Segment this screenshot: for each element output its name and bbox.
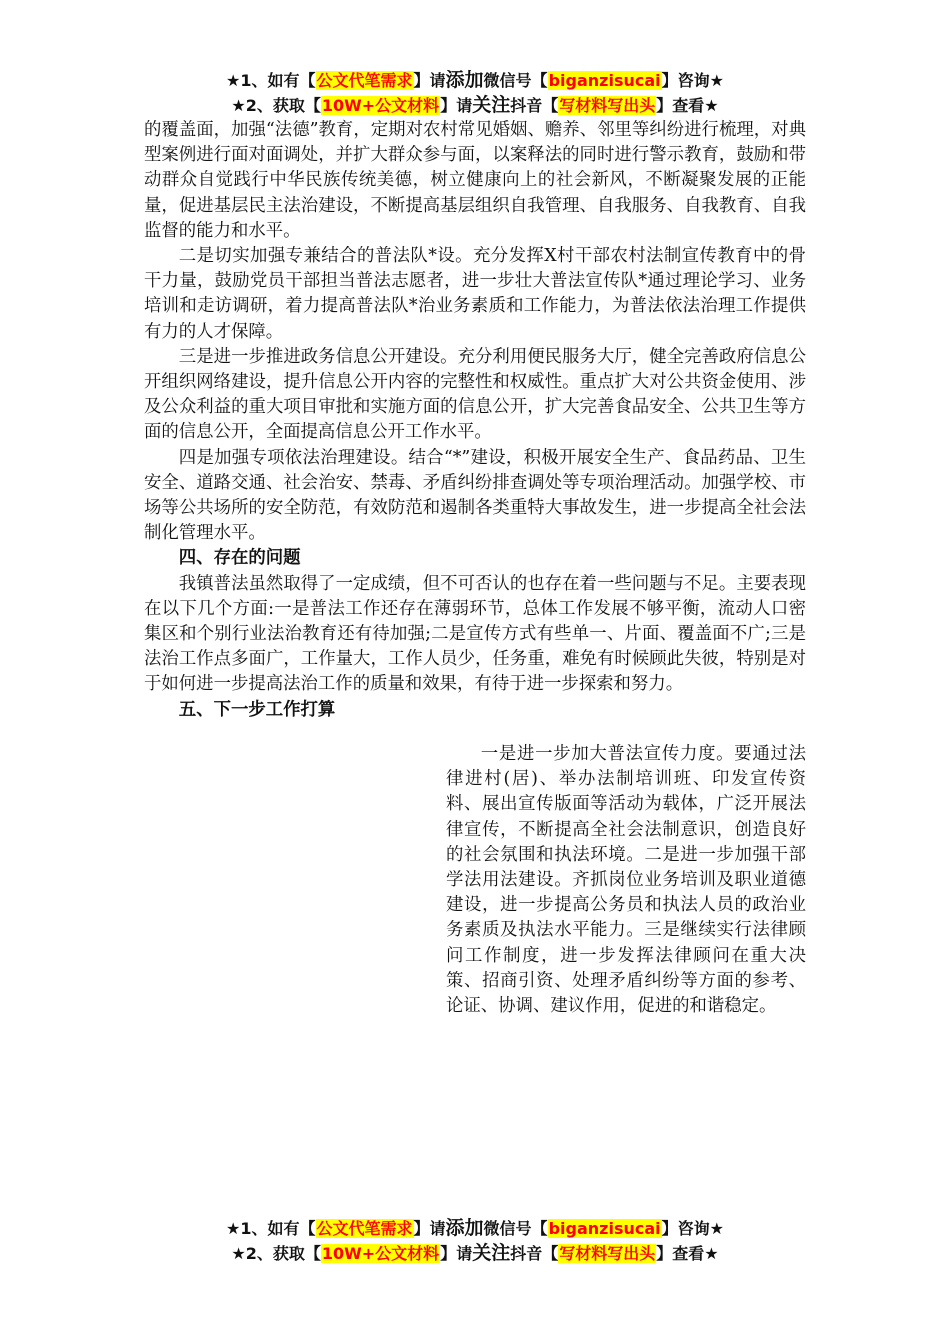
paragraph-problems: 我镇普法虽然取得了一定成绩，但不可否认的也存在着一些问题与不足。主要表现在以下几个方面:一是普法工作还存在薄弱环节，总体工作发展不够平衡，流动人口密集区和个别行业法治教育还有待加强;二是宣传方式有些单一、片面、覆盖面不广;三是法治工作点多面广，工作量大，工作人员少，任务重，难免有时候顾此失彼，特别是对于如何进一步提高法治工作的质量和效果，有待于进一步探索和努力。 xyxy=(144,573,806,695)
paragraph-2: 二是切实加强专兼结合的普法队*设。充分发挥X村干部农村法制宣传教育中的骨干力量，鼓励党员干部担当普法志愿者，进一步壮大普法宣传队*通过理论学习、业务培训和走访调研，着力提高普法队*治业务素质和工作能力，为普法依法治理工作提供有力的人才保障。 xyxy=(144,246,806,342)
banner-text: 】查看★ xyxy=(656,1244,719,1263)
banner-text: 】请 xyxy=(413,1219,446,1238)
banner-text: ★1、如有【 xyxy=(226,71,316,90)
banner-text: 】咨询★ xyxy=(661,71,724,90)
banner-text: 】请 xyxy=(440,1244,473,1263)
banner-text: ★2、获取【 xyxy=(231,96,321,115)
banner-highlight: 公文代笔需求 xyxy=(316,1219,413,1238)
paragraph-3: 三是进一步推进政务信息公开建设。充分利用便民服务大厅，健全完善政府信息公开组织网络建设，提升信息公开内容的完整性和权威性。重点扩大对公共资金使用、涉及公众利益的重大项目审批和实施方面的信息公开，扩大完善食品安全、公共卫生等方面的信息公开，全面提高信息公开工作水平。 xyxy=(144,346,806,443)
banner-text: 】请 xyxy=(413,71,446,90)
header-banner xyxy=(0,68,950,118)
banner-emphasis: 添加 xyxy=(445,69,484,91)
banner-text: 】请 xyxy=(440,96,473,115)
banner-highlight: 10W+公文材料 xyxy=(321,1244,440,1263)
banner-highlight: biganzisucai xyxy=(548,1219,661,1238)
banner-highlight: 写材料写出头 xyxy=(559,96,656,115)
banner-emphasis: 关注 xyxy=(472,94,511,116)
banner-highlight: 写材料写出头 xyxy=(559,1244,656,1263)
banner-line-2 xyxy=(0,1241,950,1266)
banner-text: 微信号【 xyxy=(483,71,548,90)
banner-highlight: 10W+公文材料 xyxy=(321,96,440,115)
banner-text: ★1、如有【 xyxy=(226,1219,316,1238)
banner-line-1 xyxy=(0,1216,950,1241)
banner-text: 】查看★ xyxy=(656,96,719,115)
next-steps-text-block xyxy=(446,742,806,1019)
banner-line-1 xyxy=(0,68,950,93)
banner-emphasis: 关注 xyxy=(472,1242,511,1264)
banner-text: 抖音【 xyxy=(510,96,559,115)
paragraph-4: 四是加强专项依法治理建设。结合“*”建设，积极开展安全生产、食品药品、卫生安全、道路交通、社会治安、禁毒、矛盾纠纷排查调处等专项治理活动。加强学校、市场等公共场所的安全防范，有效防范和遏制各类重特大事故发生，进一步提高全社会法制化管理水平。 xyxy=(144,447,806,544)
banner-emphasis: 添加 xyxy=(445,1217,484,1239)
banner-text: 】咨询★ xyxy=(661,1219,724,1238)
banner-highlight: biganzisucai xyxy=(548,71,661,90)
paragraph-continuation: 的覆盖面，加强“法德”教育，定期对农村常见婚姻、赡养、邻里等纠纷进行梳理，对典型案例进行面对面调处，并扩大群众参与面，以案释法的同时进行警示教育，鼓励和带动群众自觉践行中华民族传统美德，树立健康向上的社会新风，不断凝聚发展的正能量，促进基层民主法治建设，不断提高基层组织自我管理、自我服务、自我教育、自我监督的能力和水平。 xyxy=(144,120,806,241)
section-heading-next-steps: 五、下一步工作打算 xyxy=(178,699,336,720)
banner-text: ★2、获取【 xyxy=(231,1244,321,1263)
section-heading-problems: 四、存在的问题 xyxy=(178,548,301,569)
document-body xyxy=(144,118,806,723)
paragraph-next-steps: 一是进一步加大普法宣传力度。要通过法律进村(居)、举办法制培训班、印发宣传资料、展出宣传版面等活动为载体，广泛开展法律宣传，不断提高全社会法制意识，创造良好的社会氛围和执法环境。二是进一步加强干部学法用法建设。齐抓岗位业务培训及职业道德建设，进一步提高公务员和执法人员的政治业务素质及执法水平能力。三是继续实行法律顾问工作制度，进一步发挥法律顾问在重大决策、招商引资、处理矛盾纠纷等方面的参考、论证、协调、建议作用，促进的和谐稳定。 xyxy=(446,744,806,1017)
banner-text: 抖音【 xyxy=(510,1244,559,1263)
banner-line-2 xyxy=(0,93,950,118)
banner-text: 微信号【 xyxy=(483,1219,548,1238)
footer-banner xyxy=(0,1216,950,1266)
banner-highlight: 公文代笔需求 xyxy=(316,71,413,90)
